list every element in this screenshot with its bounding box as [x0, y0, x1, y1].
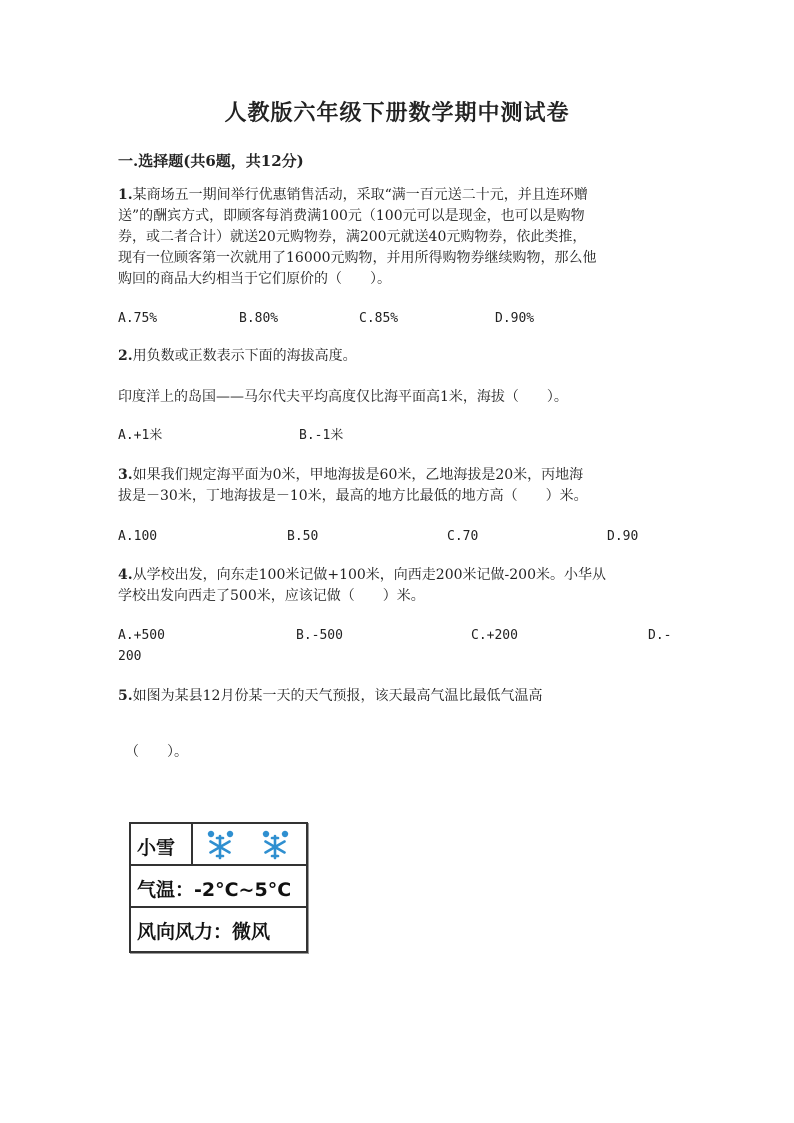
question-3-option-d[interactable]: D.90: [607, 529, 639, 544]
question-4-option-a[interactable]: A.+500: [118, 628, 165, 643]
weather-wind: 风向风力：微风: [137, 921, 271, 943]
question-2-option-a[interactable]: A.+1米: [118, 428, 163, 443]
question-3-line-1: 3.如果我们规定海平面为0米，甲地海拔是60米，乙地海拔是20米，丙地海: [118, 467, 584, 483]
weather-condition-row: [131, 824, 306, 866]
question-5-number: 5.: [118, 688, 133, 704]
weather-condition-label: 小雪: [137, 837, 176, 859]
question-1-line-4: 现有一位顾客第一次就用了16000元购物，并用所得购物券继续购物，那么他: [118, 250, 597, 266]
question-1-line-1: 1.某商场五一期间举行优惠销售活动，采取“满一百元送二十元，并且连环赠: [118, 187, 588, 203]
question-1-line-5: 购回的商品大约相当于它们原价的（ ）。: [118, 271, 391, 287]
question-1-number: 1.: [118, 187, 133, 203]
question-2-stem: 2.用负数或正数表示下面的海拔高度。: [118, 348, 357, 364]
question-4-line-2: 学校出发向西走了500米，应该记做（ ）米。: [118, 588, 425, 604]
question-1-option-b[interactable]: B.80%: [239, 311, 279, 326]
question-5-stem: 5.如图为某县12月份某一天的天气预报，该天最高气温比最低气温高: [118, 688, 543, 704]
question-1: [118, 185, 678, 290]
question-4-line-1: 4.从学校出发，向东走100米记做+100米，向西走200米记做-200米。小华从: [118, 567, 606, 583]
question-4-option-b[interactable]: B.-500: [296, 628, 343, 643]
weather-wind-row: [131, 908, 306, 951]
snowflake-icon: [256, 828, 294, 862]
section-heading: 一.选择题(共6题，共12分): [118, 152, 304, 170]
question-1-line-2: 送”的酬宾方式，即顾客每消费满100元（100元可以是现金，也可以是购物: [118, 208, 585, 224]
snowflake-icon: [201, 828, 239, 862]
question-3-option-b[interactable]: B.50: [287, 529, 319, 544]
question-4-option-d-wrap: 200: [118, 649, 142, 664]
question-4-option-c[interactable]: C.+200: [471, 628, 518, 643]
question-2-option-b[interactable]: B.-1米: [299, 428, 344, 443]
question-3: [118, 465, 678, 507]
question-4-option-d[interactable]: D.-: [648, 628, 672, 643]
weather-forecast-card: [129, 822, 308, 953]
question-1-option-a[interactable]: A.75%: [118, 311, 158, 326]
question-2-number: 2.: [118, 348, 133, 364]
question-3-number: 3.: [118, 467, 133, 483]
question-4-number: 4.: [118, 567, 133, 583]
weather-divider: [191, 824, 193, 864]
weather-temperature: 气温：-2°C~5°C: [137, 879, 292, 901]
question-1-option-c[interactable]: C.85%: [359, 311, 399, 326]
question-1-line-3: 券，或二者合计）就送20元购物券，满200元就送40元购物券，依此类推，: [118, 229, 587, 245]
question-3-option-a[interactable]: A.100: [118, 529, 158, 544]
weather-temperature-row: [131, 866, 306, 908]
page-title: 人教版六年级下册数学期中测试卷: [224, 100, 570, 126]
question-4: [118, 565, 678, 607]
question-5-blank: （ ）。: [125, 744, 188, 760]
question-3-option-c[interactable]: C.70: [447, 529, 479, 544]
question-3-line-2: 拔是－30米，丁地海拔是－10米，最高的地方比最低的地方高（ ）米。: [118, 488, 588, 504]
question-1-option-d[interactable]: D.90%: [495, 311, 535, 326]
question-2-sub: 印度洋上的岛国——马尔代夫平均高度仅比海平面高1米，海拔（ ）。: [118, 389, 568, 405]
